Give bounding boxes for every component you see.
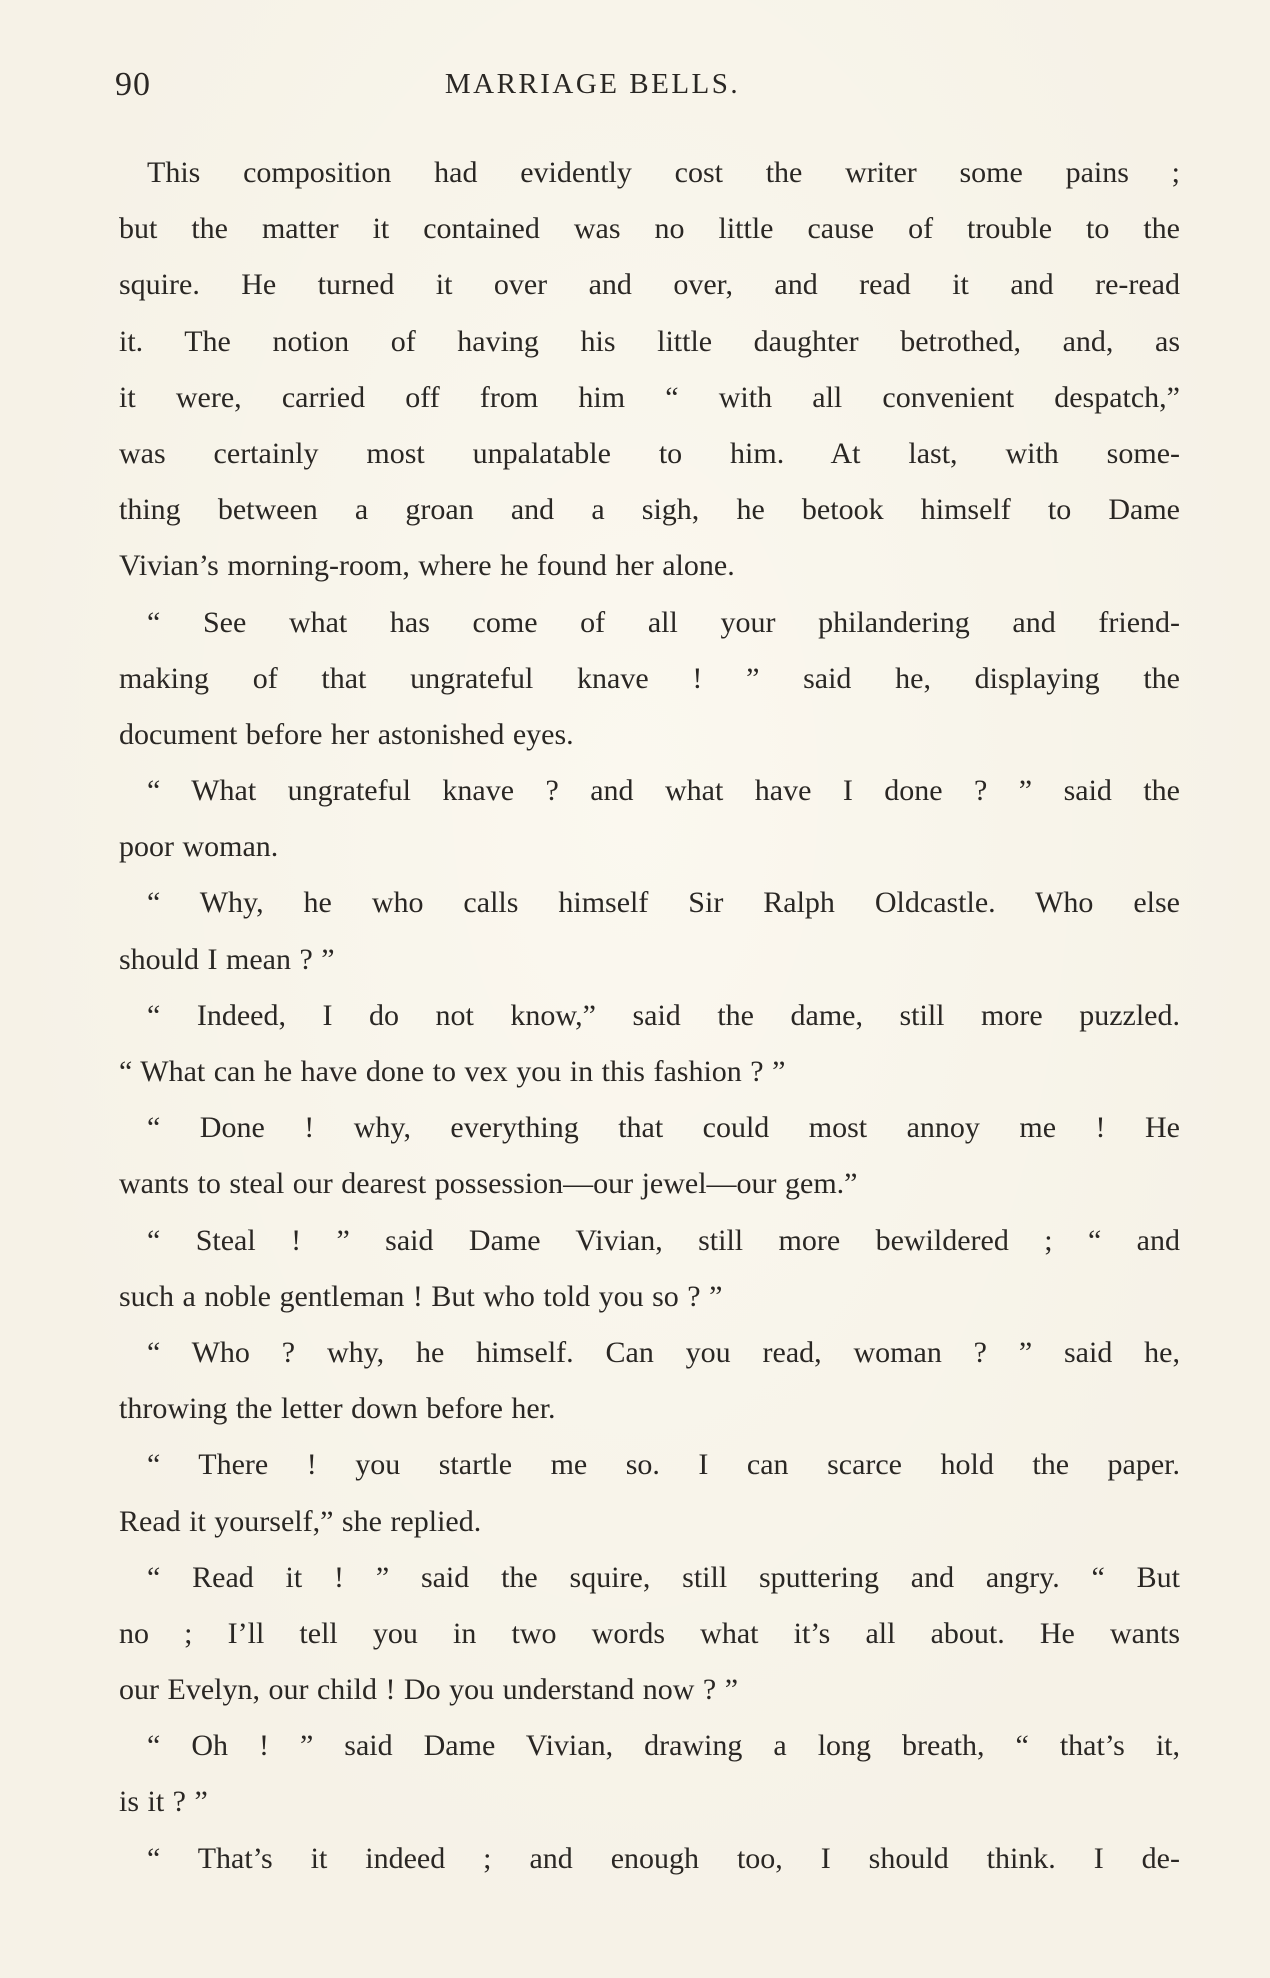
text-line: “ Why, he who calls himself Sir Ralph Oldcastle. Who else (147, 886, 1180, 920)
running-head (115, 66, 1190, 110)
running-title: MARRIAGE BELLS. (444, 68, 741, 100)
text-line: “ Read it ! ” said the squire, still sputtering and angry. “ But (147, 1560, 1180, 1594)
text-line: throwing the letter down before her. (119, 1392, 556, 1426)
text-line: is it ? ” (119, 1785, 208, 1819)
text-line: “ What ungrateful knave ? and what have I done ? ” said the (147, 774, 1180, 808)
text-line: “ Who ? why, he himself. Can you read, woman ? ” said he, (147, 1335, 1180, 1369)
text-line: wants to steal our dearest possession—our jewel—our gem.” (119, 1167, 858, 1201)
text-line: “ Oh ! ” said Dame Vivian, drawing a long breath, “ that’s it, (147, 1729, 1180, 1763)
text-line: but the matter it contained was no little cause of trouble to the (119, 212, 1180, 246)
text-line: “ See what has come of all your philandering and friend- (147, 605, 1180, 639)
text-line: poor woman. (119, 830, 279, 864)
text-line: “ Done ! why, everything that could most annoy me ! He (147, 1111, 1180, 1145)
text-line: squire. He turned it over and over, and read it and re-read (119, 268, 1180, 302)
text-line: “ There ! you startle me so. I can scarce hold the paper. (147, 1448, 1180, 1482)
text-line: This composition had evidently cost the writer some pains ; (147, 156, 1180, 189)
text-line: “ Indeed, I do not know,” said the dame, still more puzzled. (147, 998, 1180, 1032)
text-line: thing between a groan and a sigh, he betook himself to Dame (119, 493, 1180, 527)
text-line: it. The notion of having his little daughter betrothed, and, as (119, 324, 1180, 358)
text-line: Vivian’s morning-room, where he found her alone. (119, 549, 735, 583)
text-line: our Evelyn, our child ! Do you understand now ? ” (119, 1673, 739, 1707)
text-line: Read it yourself,” she replied. (119, 1504, 482, 1538)
text-line: was certainly most unpalatable to him. At last, with some- (119, 436, 1180, 470)
text-line: document before her astonished eyes. (119, 717, 574, 751)
body-text (119, 145, 1180, 1887)
text-line: should I mean ? ” (119, 942, 335, 976)
text-line: “ Steal ! ” said Dame Vivian, still more bewildered ; “ and (147, 1223, 1180, 1257)
text-line: “ What can he have done to vex you in this fashion ? ” (119, 1055, 786, 1088)
text-line: it were, carried off from him “ with all convenient despatch,” (119, 380, 1180, 414)
text-line: making of that ungrateful knave ! ” said he, displaying the (119, 661, 1180, 695)
page-number: 90 (115, 66, 151, 103)
text-line: “ That’s it indeed ; and enough too, I should think. I de- (147, 1841, 1180, 1875)
text-line: such a noble gentleman ! But who told you so ? ” (119, 1279, 723, 1313)
text-line: no ; I’ll tell you in two words what it’s all about. He wants (119, 1616, 1180, 1650)
